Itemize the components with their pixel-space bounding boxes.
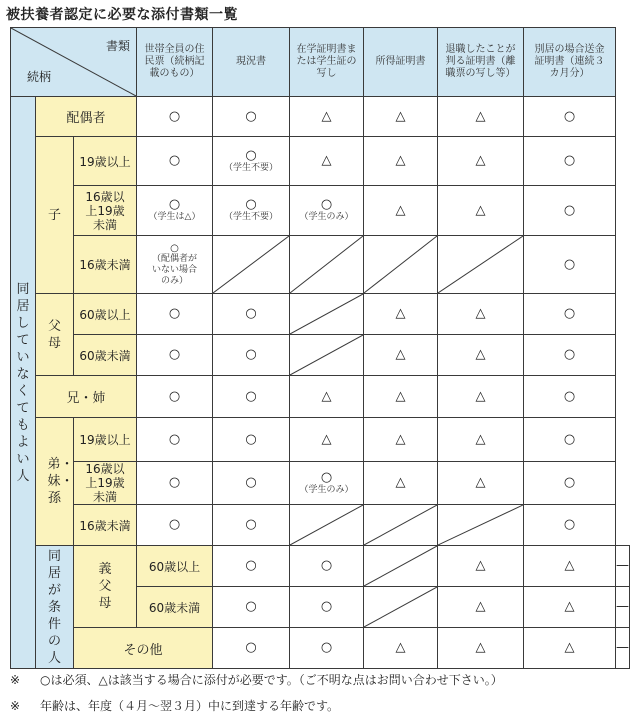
triangle-mark: △	[475, 306, 486, 321]
circle-mark: ○	[563, 388, 576, 404]
circle-mark: ○	[245, 306, 257, 321]
circle-mark: ○	[245, 431, 257, 447]
circle-mark: ○	[563, 475, 576, 490]
triangle-mark: △	[475, 599, 486, 614]
circle-mark: ○	[320, 640, 333, 655]
header-status-report: 現況書	[213, 28, 290, 97]
circle-mark: ○	[245, 147, 257, 163]
circle-mark: ○	[245, 388, 257, 404]
triangle-mark: △	[395, 306, 406, 321]
dash-mark: —	[616, 640, 629, 655]
circle-mark: ○	[320, 469, 333, 485]
row-label-elder-siblings: 兄・姉	[36, 376, 137, 418]
circle-mark: ○	[168, 306, 181, 321]
triangle-mark: △	[475, 108, 486, 124]
not-applicable-cell	[364, 236, 438, 294]
footnote-requirements: ※ ○は必須、△は該当する場合に添付が必要です。（ご不明な点はお問い合わせ下さい。）	[10, 673, 503, 687]
not-applicable-cell	[290, 236, 364, 294]
sub-label-in-laws: 義父母	[74, 546, 137, 628]
group-label-non-cohabit: 同居していなくてもよい人	[11, 97, 36, 669]
not-applicable-cell	[213, 236, 290, 294]
row-label-child-under16: 16歳未満	[74, 236, 137, 294]
triangle-mark: △	[475, 347, 486, 362]
triangle-mark: △	[395, 108, 406, 124]
circle-mark: ○	[245, 475, 257, 490]
circle-mark: ○	[168, 475, 181, 490]
triangle-mark: △	[321, 153, 332, 168]
note-no-spouse: （配偶者がいない場合のみ）	[151, 253, 197, 286]
note-student-not-required: （学生不要）	[223, 212, 278, 222]
triangle-mark: △	[395, 202, 406, 218]
triangle-mark: △	[475, 640, 486, 655]
triangle-mark: △	[395, 475, 406, 490]
circle-mark: ○	[245, 558, 257, 573]
sub-label-parents: 父母	[36, 294, 74, 376]
header-corner	[11, 28, 137, 97]
triangle-mark: △	[564, 640, 575, 655]
triangle-mark: △	[475, 153, 486, 168]
group-label-cohabit-required: 同居が条件の人	[36, 546, 74, 669]
header-income-cert: 所得証明書	[364, 28, 438, 97]
triangle-mark: △	[321, 431, 332, 447]
not-applicable-cell	[438, 236, 524, 294]
row-label-inlaw-under60: 60歳未満	[137, 587, 213, 628]
not-applicable-cell	[290, 335, 364, 376]
circle-mark: ○	[168, 431, 181, 447]
not-applicable-cell	[364, 546, 438, 587]
page-title: 被扶養者認定に必要な添付書類一覧	[6, 7, 238, 23]
header-enrollment-cert: 在学証明書または学生証の写し	[290, 28, 364, 97]
triangle-mark: △	[475, 388, 486, 404]
row-label-sib-16-19: 16歳以上19歳未満	[74, 462, 137, 505]
triangle-mark: △	[395, 640, 406, 655]
circle-mark: ○	[563, 256, 576, 272]
circle-mark: ○	[245, 347, 257, 362]
circle-mark: ○	[563, 202, 576, 218]
note-student-only: （学生のみ）	[299, 212, 354, 222]
not-applicable-cell	[290, 294, 364, 335]
corner-documents-label: 書類	[105, 39, 130, 53]
circle-mark: ○	[563, 347, 576, 362]
triangle-mark: △	[321, 388, 332, 404]
triangle-mark: △	[475, 558, 486, 573]
triangle-mark: △	[475, 431, 486, 447]
circle-mark: ○	[563, 306, 576, 321]
triangle-mark: △	[395, 431, 406, 447]
sub-label-younger-siblings-grandchildren: 弟・妹・孫	[36, 418, 74, 546]
document-table	[10, 27, 630, 669]
not-applicable-cell	[364, 505, 438, 546]
header-retirement-cert: 退職したことが判る証明書（離職票の写し等）	[438, 28, 524, 97]
circle-mark: ○	[168, 347, 181, 362]
circle-mark: ○	[320, 599, 333, 614]
triangle-mark: △	[564, 599, 575, 614]
not-applicable-cell	[438, 505, 524, 546]
note-student-not-required: （学生不要）	[223, 162, 278, 173]
circle-mark: ○	[168, 517, 181, 532]
circle-mark: ○	[563, 431, 576, 447]
row-label-other: その他	[74, 628, 213, 669]
circle-mark: ○	[245, 599, 257, 614]
row-label-child-16-19: 16歳以上19歳未満	[74, 186, 137, 236]
circle-mark: ○	[245, 517, 257, 532]
triangle-mark: △	[395, 153, 406, 168]
triangle-mark: △	[395, 388, 406, 404]
circle-mark: ○	[168, 153, 181, 168]
dash-mark: —	[616, 558, 629, 573]
circle-mark: ○	[563, 153, 576, 168]
row-label-parent-under60: 60歳未満	[74, 335, 137, 376]
row-label-parent-60plus: 60歳以上	[74, 294, 137, 335]
corner-relation-label: 続柄	[27, 70, 52, 84]
triangle-mark: △	[475, 475, 486, 490]
circle-mark: ○	[168, 388, 181, 404]
row-label-child-19plus: 19歳以上	[74, 137, 137, 186]
triangle-mark: △	[321, 108, 332, 124]
circle-mark: ○	[320, 558, 333, 573]
triangle-mark: △	[564, 558, 575, 573]
circle-mark: ○	[168, 108, 181, 124]
row-label-sib-19plus: 19歳以上	[74, 418, 137, 462]
dash-mark: —	[616, 599, 629, 614]
row-label-inlaw-60plus: 60歳以上	[137, 546, 213, 587]
triangle-mark: △	[395, 347, 406, 362]
circle-mark: ○	[563, 517, 576, 532]
circle-mark: ○	[245, 640, 257, 655]
triangle-mark: △	[475, 202, 486, 218]
not-applicable-cell	[364, 587, 438, 628]
footnote-age-basis: ※ 年齢は、年度（４月～翌３月）中に到達する年齢です。	[10, 699, 340, 713]
circle-mark: ○	[245, 197, 257, 212]
row-label-spouse: 配偶者	[36, 97, 137, 137]
circle-mark: ○	[245, 108, 257, 124]
not-applicable-cell	[290, 505, 364, 546]
circle-mark: ○	[168, 197, 181, 212]
header-residence-cert: 世帯全員の住民票（続柄記載のもの）	[137, 28, 213, 97]
sub-label-child: 子	[36, 137, 74, 294]
note-student-triangle: （学生は△）	[148, 212, 201, 222]
header-remittance-cert: 別居の場合送金証明書（連続３カ月分）	[524, 28, 616, 97]
circle-mark: ○	[170, 242, 179, 254]
note-student-only: （学生のみ）	[299, 484, 354, 495]
circle-mark: ○	[563, 108, 576, 124]
row-label-sib-under16: 16歳未満	[74, 505, 137, 546]
circle-mark: ○	[320, 197, 333, 212]
